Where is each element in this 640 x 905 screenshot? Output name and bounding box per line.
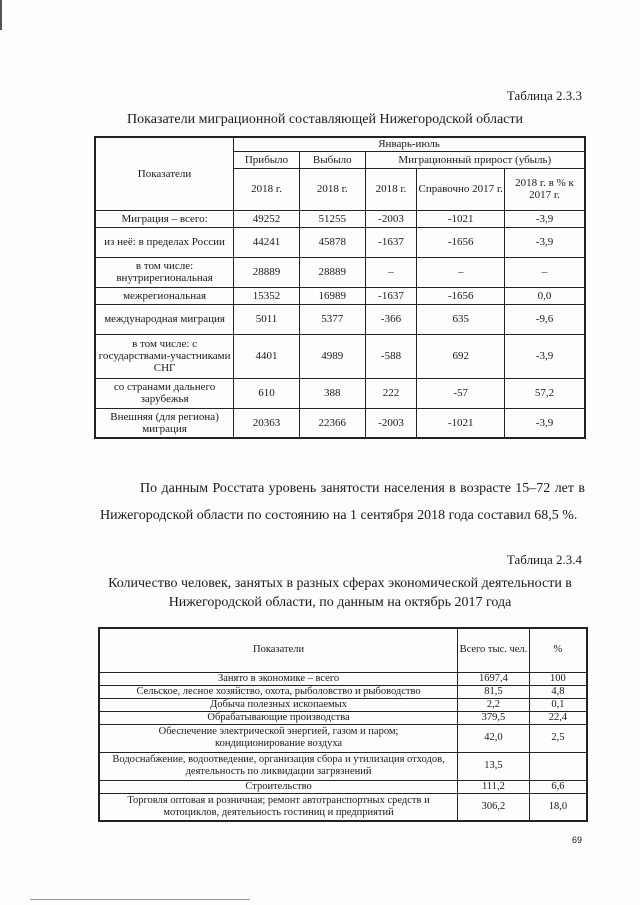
cell-value: -366 [365,304,417,334]
row-label: Водоснабжение, водоотведение, организация сбора и утилизация отходов, деятельность по ликвидации загрязнений [99,752,458,780]
cell-value: 2,5 [529,724,587,752]
cell-value: -1656 [417,287,505,304]
cell-value: 306,2 [458,793,530,821]
header-indicator: Показатели [95,137,234,210]
cell-value: -588 [365,334,417,378]
cell-value: 5377 [299,304,365,334]
scan-edge [30,899,250,900]
cell-value: -1637 [365,287,417,304]
row-label: Добыча полезных ископаемых [99,698,458,711]
cell-value: 45878 [299,227,365,257]
page-number: 69 [571,835,582,845]
table-row [99,672,587,685]
cell-value: -2003 [365,408,417,438]
cell-value: 100 [529,672,587,685]
cell-value [529,752,587,780]
row-label: Сельское, лесное хозяйство, охота, рыболовство и рыбоводство [99,685,458,698]
cell-value: -9,6 [505,304,585,334]
row-label: международная миграция [95,304,234,334]
cell-value: 2,2 [458,698,530,711]
cell-value: 222 [365,378,417,408]
cell-value: -1656 [417,227,505,257]
cell-value: 49252 [234,210,300,227]
header-growth: Миграционный прирост (убыль) [365,151,585,168]
table2-number: Таблица 2.3.4 [506,552,582,567]
cell-value: -1021 [417,408,505,438]
table-row [95,257,585,287]
header-year: 2018 г. [299,168,365,210]
header-ref-2017: Справочно 2017 г. [417,168,505,210]
cell-value: -3,9 [505,210,585,227]
row-label: Обрабатывающие производства [99,711,458,724]
table-row [99,724,587,752]
cell-value: 610 [234,378,300,408]
row-label: в том числе: с государствами-участниками СНГ [95,334,234,378]
table-row [99,752,587,780]
cell-value: 0,1 [529,698,587,711]
header-percent: % [529,628,587,672]
cell-value: 4,8 [529,685,587,698]
employment-paragraph: По данным Росстата уровень занятости населения в возрасте 15–72 лет в Нижегородской области по состоянию на 1 сентября 2018 года составил 68,5 %. [100,481,585,523]
cell-value: 1697,4 [458,672,530,685]
cell-value: -57 [417,378,505,408]
table-row [95,227,585,257]
cell-value: 13,5 [458,752,530,780]
cell-value: 4401 [234,334,300,378]
table-row [95,408,585,438]
header-year: 2018 г. [365,168,417,210]
row-label: межрегиональная [95,287,234,304]
cell-value: -1021 [417,210,505,227]
cell-value: 42,0 [458,724,530,752]
migration-table [94,136,586,439]
row-label: со странами дальнего зарубежья [95,378,234,408]
table1-title: Показатели миграционной составляющей Нижегородской области [127,112,523,127]
cell-value: 57,2 [505,378,585,408]
header-total: Всего тыс. чел. [458,628,530,672]
cell-value: -1637 [365,227,417,257]
cell-value: 5011 [234,304,300,334]
cell-value: 635 [417,304,505,334]
cell-value: 16989 [299,287,365,304]
table-row [99,711,587,724]
header-indicator: Показатели [99,628,458,672]
cell-value: – [505,257,585,287]
cell-value: 22,4 [529,711,587,724]
cell-value: 692 [417,334,505,378]
header-year: 2018 г. [234,168,300,210]
table-row [95,304,585,334]
table-row [99,698,587,711]
table-row [95,210,585,227]
cell-value: 18,0 [529,793,587,821]
header-percent: 2018 г. в % к 2017 г. [505,168,585,210]
cell-value: 51255 [299,210,365,227]
scan-edge [0,0,2,30]
cell-value: 6,6 [529,780,587,793]
cell-value: – [365,257,417,287]
table-row [95,334,585,378]
cell-value: 111,2 [458,780,530,793]
row-label: Миграция – всего: [95,210,234,227]
row-label: Строительство [99,780,458,793]
cell-value: 0,0 [505,287,585,304]
cell-value: 22366 [299,408,365,438]
cell-value: -3,9 [505,334,585,378]
row-label: Занято в экономике – всего [99,672,458,685]
cell-value: 81,5 [458,685,530,698]
cell-value: -3,9 [505,408,585,438]
header-period: Январь-июль [234,137,585,151]
table-row [99,685,587,698]
row-label: в том числе: внутрирегиональная [95,257,234,287]
row-label: Внешняя (для региона) миграция [95,408,234,438]
row-label: Обеспечение электрической энергией, газом и паром; кондиционирование воздуха [99,724,458,752]
cell-value: -2003 [365,210,417,227]
cell-value: 20363 [234,408,300,438]
cell-value: 28889 [299,257,365,287]
cell-value: 4989 [299,334,365,378]
cell-value: -3,9 [505,227,585,257]
table-row [99,780,587,793]
table-row [95,378,585,408]
employment-table [98,627,588,822]
cell-value: 44241 [234,227,300,257]
cell-value: 15352 [234,287,300,304]
table-row [99,793,587,821]
table2-title: Количество человек, занятых в разных сферах экономической деятельности в Нижегородской области, по данным на октябрь 2017 года [108,576,572,610]
cell-value: 379,5 [458,711,530,724]
row-label: Торговля оптовая и розничная; ремонт автотранспортных средств и мотоциклов, деятельность гостиниц и предприятий [99,793,458,821]
cell-value: – [417,257,505,287]
row-label: из неё: в пределах России [95,227,234,257]
cell-value: 388 [299,378,365,408]
header-arrived: Прибыло [234,151,300,168]
header-departed: Выбыло [299,151,365,168]
cell-value: 28889 [234,257,300,287]
table-row [95,287,585,304]
table1-number: Таблица 2.3.3 [506,88,582,103]
